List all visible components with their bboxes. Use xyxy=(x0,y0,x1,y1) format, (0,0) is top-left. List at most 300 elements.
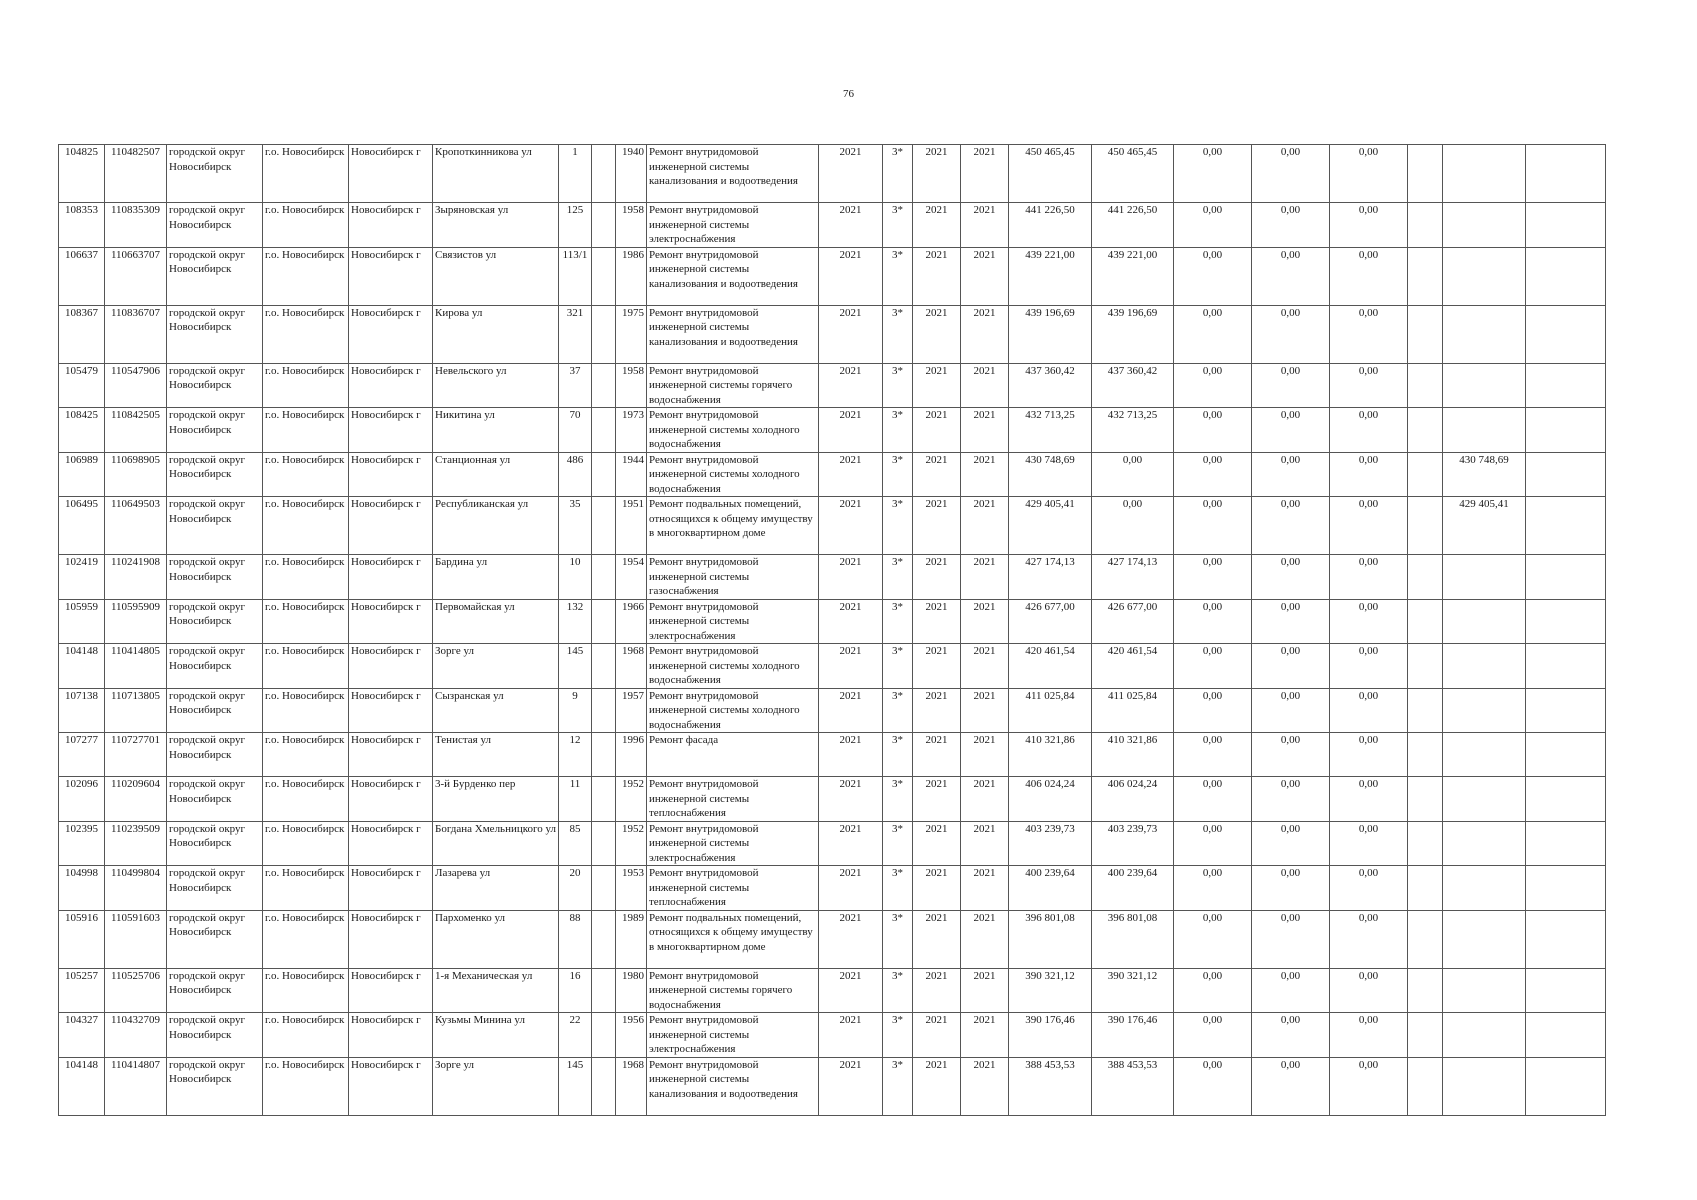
cell-year-built: 1973 xyxy=(616,408,647,453)
cell-code: 110241908 xyxy=(105,555,167,600)
cell-value-1: 0,00 xyxy=(1174,305,1252,363)
cell-total-cost: 450 465,45 xyxy=(1009,145,1092,203)
cell-extra-3 xyxy=(1526,910,1606,968)
cell-municipality: г.о. Новосибирск xyxy=(263,821,349,866)
cell-municipality: г.о. Новосибирск xyxy=(263,452,349,497)
cell-city: Новосибирск г xyxy=(349,145,433,203)
cell-extra-2 xyxy=(1443,145,1526,203)
cell-year-end: 2021 xyxy=(961,305,1009,363)
cell-extra-3 xyxy=(1526,452,1606,497)
cell-mark: 3* xyxy=(883,910,913,968)
cell-year: 2021 xyxy=(819,599,883,644)
cell-year-end: 2021 xyxy=(961,644,1009,689)
cell-mark: 3* xyxy=(883,145,913,203)
cell-work-type: Ремонт внутридомовой инженерной системы электроснабжения xyxy=(647,599,819,644)
cell-year-built: 1954 xyxy=(616,555,647,600)
cell-street: Бардина ул xyxy=(433,555,559,600)
cell-district: городской округ Новосибирск xyxy=(167,821,263,866)
cell-extra-1 xyxy=(1408,866,1443,911)
cell-mark: 3* xyxy=(883,1013,913,1058)
cell-extra-2 xyxy=(1443,821,1526,866)
cell-mark: 3* xyxy=(883,1057,913,1115)
cell-code: 110239509 xyxy=(105,821,167,866)
cell-value-2: 0,00 xyxy=(1252,145,1330,203)
cell-id: 104825 xyxy=(59,145,105,203)
cell-mark: 3* xyxy=(883,968,913,1013)
cell-code: 110663707 xyxy=(105,247,167,305)
page-number: 76 xyxy=(843,88,854,100)
cell-year-start: 2021 xyxy=(913,1057,961,1115)
cell-year-built: 1952 xyxy=(616,777,647,822)
cell-building xyxy=(592,688,616,733)
table-row xyxy=(59,910,1606,968)
cell-street: Первомайская ул xyxy=(433,599,559,644)
cell-year-start: 2021 xyxy=(913,599,961,644)
cell-year-start: 2021 xyxy=(913,733,961,777)
cell-year: 2021 xyxy=(819,1057,883,1115)
cell-house: 88 xyxy=(559,910,592,968)
cell-extra-3 xyxy=(1526,777,1606,822)
cell-total-cost: 437 360,42 xyxy=(1009,363,1092,408)
cell-building xyxy=(592,555,616,600)
cell-total-cost: 420 461,54 xyxy=(1009,644,1092,689)
cell-id: 104327 xyxy=(59,1013,105,1058)
table-row xyxy=(59,599,1606,644)
cell-house: 22 xyxy=(559,1013,592,1058)
cell-city: Новосибирск г xyxy=(349,363,433,408)
cell-city: Новосибирск г xyxy=(349,910,433,968)
cell-work-type: Ремонт внутридомовой инженерной системы канализования и водоотведения xyxy=(647,247,819,305)
cell-code: 110836707 xyxy=(105,305,167,363)
cell-fund-amount: 0,00 xyxy=(1092,497,1174,555)
cell-year-end: 2021 xyxy=(961,688,1009,733)
cell-id: 102096 xyxy=(59,777,105,822)
cell-street: Кропоткинникова ул xyxy=(433,145,559,203)
cell-code: 110547906 xyxy=(105,363,167,408)
cell-year-start: 2021 xyxy=(913,910,961,968)
cell-total-cost: 432 713,25 xyxy=(1009,408,1092,453)
table-row xyxy=(59,497,1606,555)
cell-work-type: Ремонт внутридомовой инженерной системы теплоснабжения xyxy=(647,866,819,911)
cell-year-built: 1958 xyxy=(616,363,647,408)
cell-district: городской округ Новосибирск xyxy=(167,1057,263,1115)
cell-work-type: Ремонт внутридомовой инженерной системы горячего водоснабжения xyxy=(647,968,819,1013)
cell-value-1: 0,00 xyxy=(1174,408,1252,453)
cell-total-cost: 441 226,50 xyxy=(1009,203,1092,248)
cell-extra-2 xyxy=(1443,408,1526,453)
cell-fund-amount: 403 239,73 xyxy=(1092,821,1174,866)
cell-code: 110525706 xyxy=(105,968,167,1013)
cell-fund-amount: 0,00 xyxy=(1092,452,1174,497)
cell-work-type: Ремонт внутридомовой инженерной системы холодного водоснабжения xyxy=(647,688,819,733)
cell-municipality: г.о. Новосибирск xyxy=(263,145,349,203)
cell-mark: 3* xyxy=(883,305,913,363)
cell-extra-3 xyxy=(1526,968,1606,1013)
cell-year-end: 2021 xyxy=(961,203,1009,248)
cell-value-1: 0,00 xyxy=(1174,910,1252,968)
cell-district: городской округ Новосибирск xyxy=(167,866,263,911)
cell-id: 107138 xyxy=(59,688,105,733)
cell-extra-3 xyxy=(1526,599,1606,644)
cell-value-2: 0,00 xyxy=(1252,203,1330,248)
cell-value-3: 0,00 xyxy=(1330,866,1408,911)
cell-code: 110209604 xyxy=(105,777,167,822)
cell-value-1: 0,00 xyxy=(1174,644,1252,689)
cell-extra-1 xyxy=(1408,910,1443,968)
cell-code: 110432709 xyxy=(105,1013,167,1058)
cell-value-3: 0,00 xyxy=(1330,555,1408,600)
cell-year-end: 2021 xyxy=(961,145,1009,203)
cell-house: 321 xyxy=(559,305,592,363)
cell-work-type: Ремонт внутридомовой инженерной системы канализования и водоотведения xyxy=(647,145,819,203)
cell-fund-amount: 439 196,69 xyxy=(1092,305,1174,363)
cell-work-type: Ремонт фасада xyxy=(647,733,819,777)
cell-year-built: 1989 xyxy=(616,910,647,968)
cell-id: 108367 xyxy=(59,305,105,363)
cell-district: городской округ Новосибирск xyxy=(167,452,263,497)
cell-id: 105479 xyxy=(59,363,105,408)
cell-fund-amount: 427 174,13 xyxy=(1092,555,1174,600)
cell-value-2: 0,00 xyxy=(1252,497,1330,555)
cell-total-cost: 396 801,08 xyxy=(1009,910,1092,968)
cell-year-built: 1952 xyxy=(616,821,647,866)
cell-extra-2 xyxy=(1443,1013,1526,1058)
cell-value-1: 0,00 xyxy=(1174,733,1252,777)
cell-extra-1 xyxy=(1408,821,1443,866)
cell-year-end: 2021 xyxy=(961,247,1009,305)
cell-house: 145 xyxy=(559,644,592,689)
cell-extra-3 xyxy=(1526,497,1606,555)
cell-code: 110482507 xyxy=(105,145,167,203)
cell-work-type: Ремонт внутридомовой инженерной системы электроснабжения xyxy=(647,203,819,248)
cell-street: Сызранская ул xyxy=(433,688,559,733)
cell-value-3: 0,00 xyxy=(1330,688,1408,733)
cell-municipality: г.о. Новосибирск xyxy=(263,777,349,822)
cell-id: 106637 xyxy=(59,247,105,305)
cell-year-end: 2021 xyxy=(961,968,1009,1013)
cell-value-1: 0,00 xyxy=(1174,866,1252,911)
cell-code: 110649503 xyxy=(105,497,167,555)
cell-work-type: Ремонт внутридомовой инженерной системы канализования и водоотведения xyxy=(647,1057,819,1115)
cell-year: 2021 xyxy=(819,145,883,203)
cell-extra-1 xyxy=(1408,1057,1443,1115)
cell-building xyxy=(592,968,616,1013)
cell-street: 3-й Бурденко пер xyxy=(433,777,559,822)
cell-value-1: 0,00 xyxy=(1174,203,1252,248)
cell-municipality: г.о. Новосибирск xyxy=(263,497,349,555)
cell-year-end: 2021 xyxy=(961,363,1009,408)
cell-extra-2 xyxy=(1443,866,1526,911)
cell-work-type: Ремонт подвальных помещений, относящихся к общему имуществу в многоквартирном доме xyxy=(647,497,819,555)
cell-building xyxy=(592,866,616,911)
cell-extra-1 xyxy=(1408,968,1443,1013)
cell-district: городской округ Новосибирск xyxy=(167,688,263,733)
cell-building xyxy=(592,910,616,968)
cell-municipality: г.о. Новосибирск xyxy=(263,408,349,453)
cell-extra-3 xyxy=(1526,555,1606,600)
cell-work-type: Ремонт внутридомовой инженерной системы электроснабжения xyxy=(647,1013,819,1058)
cell-fund-amount: 426 677,00 xyxy=(1092,599,1174,644)
cell-city: Новосибирск г xyxy=(349,866,433,911)
cell-city: Новосибирск г xyxy=(349,305,433,363)
cell-district: городской округ Новосибирск xyxy=(167,910,263,968)
cell-municipality: г.о. Новосибирск xyxy=(263,363,349,408)
cell-id: 108425 xyxy=(59,408,105,453)
cell-value-2: 0,00 xyxy=(1252,599,1330,644)
cell-mark: 3* xyxy=(883,408,913,453)
cell-value-3: 0,00 xyxy=(1330,599,1408,644)
cell-district: городской округ Новосибирск xyxy=(167,145,263,203)
cell-extra-1 xyxy=(1408,644,1443,689)
cell-id: 106495 xyxy=(59,497,105,555)
cell-value-2: 0,00 xyxy=(1252,363,1330,408)
cell-code: 110698905 xyxy=(105,452,167,497)
cell-city: Новосибирск г xyxy=(349,247,433,305)
cell-year-built: 1958 xyxy=(616,203,647,248)
cell-value-3: 0,00 xyxy=(1330,777,1408,822)
cell-id: 108353 xyxy=(59,203,105,248)
cell-value-2: 0,00 xyxy=(1252,1057,1330,1115)
cell-year-end: 2021 xyxy=(961,555,1009,600)
cell-house: 125 xyxy=(559,203,592,248)
cell-fund-amount: 432 713,25 xyxy=(1092,408,1174,453)
cell-city: Новосибирск г xyxy=(349,688,433,733)
cell-year-end: 2021 xyxy=(961,408,1009,453)
cell-mark: 3* xyxy=(883,247,913,305)
cell-value-1: 0,00 xyxy=(1174,497,1252,555)
cell-year-built: 1986 xyxy=(616,247,647,305)
cell-code: 110414805 xyxy=(105,644,167,689)
cell-year-start: 2021 xyxy=(913,555,961,600)
cell-year-end: 2021 xyxy=(961,821,1009,866)
table-row xyxy=(59,688,1606,733)
cell-city: Новосибирск г xyxy=(349,777,433,822)
cell-id: 105257 xyxy=(59,968,105,1013)
cell-district: городской округ Новосибирск xyxy=(167,644,263,689)
cell-total-cost: 427 174,13 xyxy=(1009,555,1092,600)
cell-building xyxy=(592,363,616,408)
table-row xyxy=(59,1057,1606,1115)
cell-municipality: г.о. Новосибирск xyxy=(263,688,349,733)
table-row xyxy=(59,203,1606,248)
cell-house: 20 xyxy=(559,866,592,911)
cell-value-3: 0,00 xyxy=(1330,363,1408,408)
table-row xyxy=(59,777,1606,822)
cell-extra-2 xyxy=(1443,644,1526,689)
cell-mark: 3* xyxy=(883,497,913,555)
cell-extra-3 xyxy=(1526,203,1606,248)
cell-street: Кузьмы Минина ул xyxy=(433,1013,559,1058)
cell-value-3: 0,00 xyxy=(1330,203,1408,248)
cell-mark: 3* xyxy=(883,733,913,777)
cell-municipality: г.о. Новосибирск xyxy=(263,599,349,644)
cell-year: 2021 xyxy=(819,305,883,363)
cell-year-end: 2021 xyxy=(961,910,1009,968)
table-row xyxy=(59,363,1606,408)
cell-municipality: г.о. Новосибирск xyxy=(263,733,349,777)
cell-fund-amount: 388 453,53 xyxy=(1092,1057,1174,1115)
cell-year-built: 1968 xyxy=(616,644,647,689)
cell-street: Лазарева ул xyxy=(433,866,559,911)
cell-value-3: 0,00 xyxy=(1330,968,1408,1013)
cell-value-3: 0,00 xyxy=(1330,145,1408,203)
cell-building xyxy=(592,777,616,822)
cell-value-3: 0,00 xyxy=(1330,910,1408,968)
cell-city: Новосибирск г xyxy=(349,1013,433,1058)
cell-total-cost: 411 025,84 xyxy=(1009,688,1092,733)
cell-year-start: 2021 xyxy=(913,497,961,555)
cell-year: 2021 xyxy=(819,363,883,408)
cell-code: 110727701 xyxy=(105,733,167,777)
cell-year-start: 2021 xyxy=(913,688,961,733)
table-row xyxy=(59,145,1606,203)
cell-value-2: 0,00 xyxy=(1252,1013,1330,1058)
cell-district: городской округ Новосибирск xyxy=(167,555,263,600)
cell-id: 105916 xyxy=(59,910,105,968)
cell-value-1: 0,00 xyxy=(1174,1013,1252,1058)
cell-fund-amount: 420 461,54 xyxy=(1092,644,1174,689)
cell-street: Связистов ул xyxy=(433,247,559,305)
cell-value-1: 0,00 xyxy=(1174,821,1252,866)
cell-house: 145 xyxy=(559,1057,592,1115)
cell-city: Новосибирск г xyxy=(349,497,433,555)
cell-value-2: 0,00 xyxy=(1252,247,1330,305)
cell-city: Новосибирск г xyxy=(349,733,433,777)
cell-value-1: 0,00 xyxy=(1174,777,1252,822)
cell-year-start: 2021 xyxy=(913,821,961,866)
cell-district: городской округ Новосибирск xyxy=(167,497,263,555)
cell-value-1: 0,00 xyxy=(1174,688,1252,733)
cell-fund-amount: 406 024,24 xyxy=(1092,777,1174,822)
cell-year: 2021 xyxy=(819,866,883,911)
table-row xyxy=(59,555,1606,600)
cell-work-type: Ремонт внутридомовой инженерной системы электроснабжения xyxy=(647,821,819,866)
cell-extra-2 xyxy=(1443,733,1526,777)
cell-work-type: Ремонт внутридомовой инженерной системы холодного водоснабжения xyxy=(647,644,819,689)
cell-mark: 3* xyxy=(883,688,913,733)
cell-building xyxy=(592,497,616,555)
cell-district: городской округ Новосибирск xyxy=(167,733,263,777)
cell-building xyxy=(592,1057,616,1115)
cell-extra-2 xyxy=(1443,555,1526,600)
cell-house: 35 xyxy=(559,497,592,555)
cell-value-2: 0,00 xyxy=(1252,555,1330,600)
cell-building xyxy=(592,733,616,777)
cell-extra-1 xyxy=(1408,247,1443,305)
cell-value-1: 0,00 xyxy=(1174,145,1252,203)
cell-extra-1 xyxy=(1408,688,1443,733)
cell-mark: 3* xyxy=(883,777,913,822)
cell-extra-1 xyxy=(1408,555,1443,600)
cell-total-cost: 400 239,64 xyxy=(1009,866,1092,911)
cell-extra-2 xyxy=(1443,247,1526,305)
cell-value-2: 0,00 xyxy=(1252,408,1330,453)
cell-value-3: 0,00 xyxy=(1330,1013,1408,1058)
cell-building xyxy=(592,408,616,453)
cell-id: 104998 xyxy=(59,866,105,911)
cell-extra-1 xyxy=(1408,363,1443,408)
cell-value-3: 0,00 xyxy=(1330,452,1408,497)
cell-year-start: 2021 xyxy=(913,305,961,363)
cell-value-3: 0,00 xyxy=(1330,644,1408,689)
cell-municipality: г.о. Новосибирск xyxy=(263,968,349,1013)
cell-building xyxy=(592,821,616,866)
cell-fund-amount: 400 239,64 xyxy=(1092,866,1174,911)
cell-extra-2: 430 748,69 xyxy=(1443,452,1526,497)
cell-street: Зыряновская ул xyxy=(433,203,559,248)
cell-value-3: 0,00 xyxy=(1330,408,1408,453)
cell-year: 2021 xyxy=(819,968,883,1013)
cell-street: Никитина ул xyxy=(433,408,559,453)
cell-extra-2 xyxy=(1443,363,1526,408)
cell-district: городской округ Новосибирск xyxy=(167,247,263,305)
cell-city: Новосибирск г xyxy=(349,599,433,644)
cell-street: Богдана Хмельницкого ул xyxy=(433,821,559,866)
cell-city: Новосибирск г xyxy=(349,555,433,600)
cell-year-end: 2021 xyxy=(961,497,1009,555)
cell-code: 110835309 xyxy=(105,203,167,248)
table-row xyxy=(59,821,1606,866)
cell-city: Новосибирск г xyxy=(349,408,433,453)
cell-municipality: г.о. Новосибирск xyxy=(263,866,349,911)
cell-work-type: Ремонт внутридомовой инженерной системы горячего водоснабжения xyxy=(647,363,819,408)
cell-city: Новосибирск г xyxy=(349,203,433,248)
cell-fund-amount: 450 465,45 xyxy=(1092,145,1174,203)
cell-fund-amount: 411 025,84 xyxy=(1092,688,1174,733)
cell-extra-2: 429 405,41 xyxy=(1443,497,1526,555)
cell-street: 1-я Механическая ул xyxy=(433,968,559,1013)
cell-total-cost: 439 196,69 xyxy=(1009,305,1092,363)
cell-street: Кирова ул xyxy=(433,305,559,363)
cell-year-start: 2021 xyxy=(913,452,961,497)
table-row xyxy=(59,1013,1606,1058)
cell-district: городской округ Новосибирск xyxy=(167,599,263,644)
cell-house: 1 xyxy=(559,145,592,203)
cell-value-3: 0,00 xyxy=(1330,733,1408,777)
cell-extra-3 xyxy=(1526,145,1606,203)
cell-year-built: 1980 xyxy=(616,968,647,1013)
cell-value-3: 0,00 xyxy=(1330,821,1408,866)
cell-year-end: 2021 xyxy=(961,866,1009,911)
cell-value-3: 0,00 xyxy=(1330,247,1408,305)
cell-year-start: 2021 xyxy=(913,644,961,689)
cell-extra-3 xyxy=(1526,688,1606,733)
cell-year-end: 2021 xyxy=(961,733,1009,777)
cell-total-cost: 426 677,00 xyxy=(1009,599,1092,644)
cell-city: Новосибирск г xyxy=(349,821,433,866)
cell-work-type: Ремонт подвальных помещений, относящихся к общему имуществу в многоквартирном доме xyxy=(647,910,819,968)
cell-value-3: 0,00 xyxy=(1330,1057,1408,1115)
cell-mark: 3* xyxy=(883,821,913,866)
cell-code: 110842505 xyxy=(105,408,167,453)
cell-code: 110713805 xyxy=(105,688,167,733)
cell-city: Новосибирск г xyxy=(349,1057,433,1115)
cell-street: Зорге ул xyxy=(433,644,559,689)
cell-code: 110595909 xyxy=(105,599,167,644)
cell-id: 104148 xyxy=(59,644,105,689)
cell-total-cost: 406 024,24 xyxy=(1009,777,1092,822)
cell-value-2: 0,00 xyxy=(1252,733,1330,777)
cell-house: 37 xyxy=(559,363,592,408)
cell-building xyxy=(592,1013,616,1058)
cell-extra-2 xyxy=(1443,203,1526,248)
cell-year-end: 2021 xyxy=(961,1013,1009,1058)
cell-year-start: 2021 xyxy=(913,777,961,822)
cell-year-built: 1940 xyxy=(616,145,647,203)
cell-district: городской округ Новосибирск xyxy=(167,305,263,363)
cell-total-cost: 388 453,53 xyxy=(1009,1057,1092,1115)
cell-work-type: Ремонт внутридомовой инженерной системы канализования и водоотведения xyxy=(647,305,819,363)
